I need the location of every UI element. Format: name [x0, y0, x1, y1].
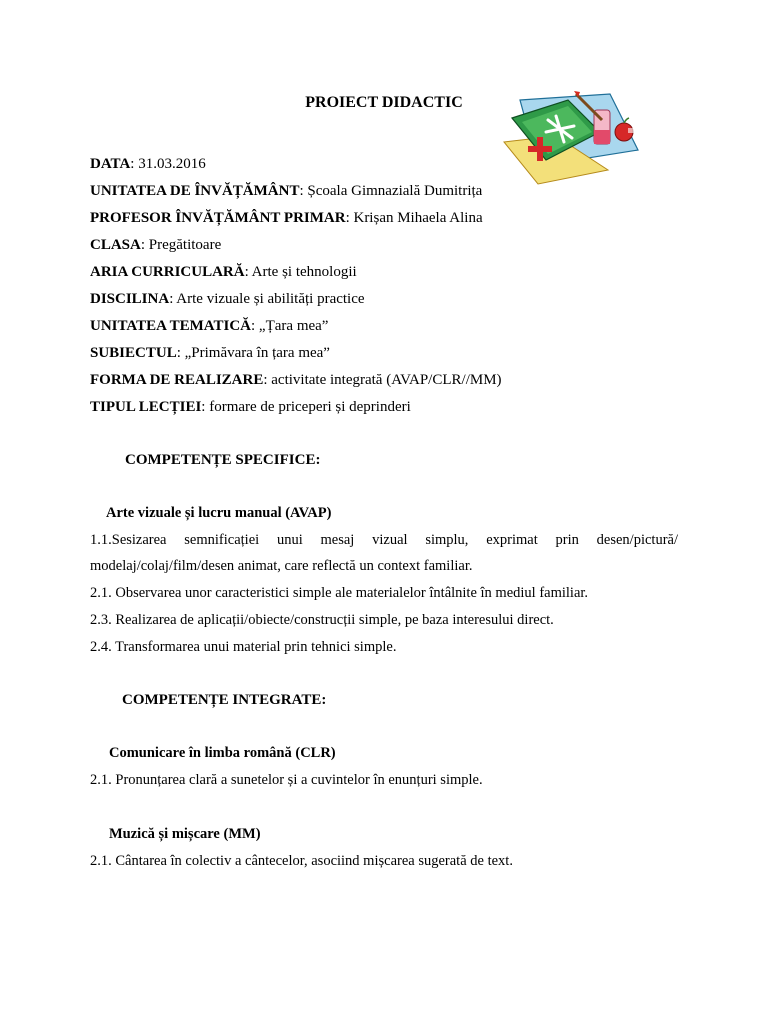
competenta-item: 1.1.Sesizarea semnificației unui mesaj vizual simplu, exprimat prin desen/pictură/: [90, 532, 678, 548]
competenta-item: 2.1. Cântarea în colectiv a cântecelor, asociind mișcarea sugerată de text.: [90, 853, 513, 869]
competenta-item: modelaj/colaj/film/desen animat, care reflectă un context familiar.: [90, 558, 473, 574]
field-tipul-lectiei: TIPUL LECȚIEI: formare de priceperi și deprinderi: [90, 399, 411, 415]
field-unitatea-tematica: UNITATEA TEMATICĂ: „Țara mea”: [90, 318, 329, 334]
document-title: PROIECT DIDACTIC: [305, 94, 463, 111]
competenta-item: 2.1. Pronunțarea clară a sunetelor și a cuvintelor în enunțuri simple.: [90, 772, 483, 788]
field-subiectul: SUBIECTUL: „Primăvara în țara mea”: [90, 345, 330, 361]
competente-integrate-heading: COMPETENȚE INTEGRATE:: [122, 692, 327, 708]
competenta-item: 2.3. Realizarea de aplicații/obiecte/construcții simple, pe baza interesului direct.: [90, 612, 554, 628]
mm-subheading: Muzică și mișcare (MM): [109, 826, 261, 842]
field-aria-curriculara: ARIA CURRICULARĂ: Arte și tehnologii: [90, 264, 357, 280]
field-data: DATA: 31.03.2016: [90, 156, 206, 172]
competente-specifice-heading: COMPETENȚE SPECIFICE:: [125, 452, 321, 468]
avap-subheading: Arte vizuale și lucru manual (AVAP): [106, 505, 332, 521]
competenta-item: 2.1. Observarea unor caracteristici simple ale materialelor întâlnite în mediul familiar.: [90, 585, 589, 601]
competenta-item: 2.4. Transformarea unui material prin tehnici simple.: [90, 639, 397, 655]
field-profesor: PROFESOR ÎNVĂȚĂMÂNT PRIMAR: Krișan Mihaela Alina: [90, 210, 483, 226]
clr-subheading: Comunicare în limba română (CLR): [109, 745, 336, 761]
field-forma-de-realizare: FORMA DE REALIZARE: activitate integrată (AVAP/CLR//MM): [90, 372, 502, 388]
field-unitatea-de-invatamant: UNITATEA DE ÎNVĂȚĂMÂNT: Școala Gimnazială Dumitrița: [90, 183, 483, 199]
field-clasa: CLASA: Pregătitoare: [90, 237, 222, 253]
art-supplies-clipart-icon: [498, 88, 644, 186]
field-disciplina: DISCILINA: Arte vizuale și abilități practice: [90, 291, 365, 307]
